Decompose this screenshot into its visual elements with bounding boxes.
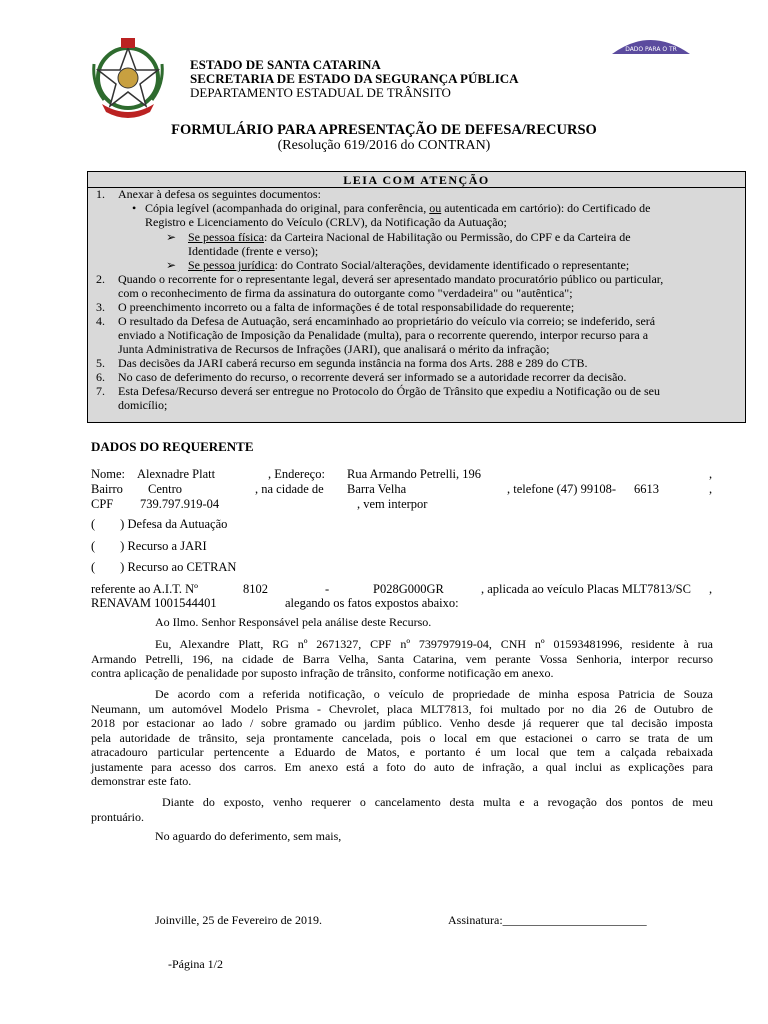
cidade-field[interactable]: Barra Velha — [347, 482, 407, 496]
line-comma: , — [709, 582, 713, 596]
ait-dash: - — [325, 582, 330, 596]
header-department: DEPARTAMENTO ESTADUAL DE TRÂNSITO — [190, 85, 451, 100]
cpf-field[interactable]: 739.797.919-04 — [140, 497, 220, 511]
notice-sub-fisica: ➢ Se pessoa física: da Carteira Nacional de Habilitação ou Permissão, do CPF e da Carteira de — [166, 230, 631, 244]
cidade-label: , na cidade de — [255, 482, 324, 496]
telefone-field-end[interactable]: 6613 — [634, 482, 659, 496]
bullet-icon: • — [132, 201, 137, 215]
nome-field[interactable]: Alexnadre Platt — [137, 467, 216, 481]
endereco-label: , Endereço: — [268, 467, 325, 481]
paragraph-2-line-1: De acordo com a referida notificação, o veículo de propriedade de minha esposa Patricia de Souza — [155, 687, 713, 701]
telefone-label[interactable]: , telefone (47) 99108- — [507, 482, 616, 496]
paragraph-3-line-2: prontuário. — [91, 809, 144, 824]
paragraph-3-line-1: Diante do exposto, venho requerer o cancelamento desta multa e a revogação dos pontos de meu — [162, 795, 713, 809]
option-recurso-jari[interactable]: ( ) Recurso a JARI — [91, 539, 207, 553]
state-coat-of-arms-logo — [88, 34, 168, 120]
bairro-field[interactable]: Centro — [148, 482, 183, 496]
option-defesa-autuacao[interactable]: ( ) Defesa da Autuação — [91, 517, 228, 531]
section-title-requerente: DADOS DO REQUERENTE — [91, 439, 254, 454]
paragraph-2-line-2: Neumann, um automóvel Modelo Prisma - Chevrolet, placa MLT7813, foi multado por no dia 26 de Outubro de — [91, 701, 713, 716]
ait-label: referente ao A.I.T. Nº — [91, 582, 199, 596]
placa-text: , aplicada ao veículo Placas MLT7813/SC — [481, 582, 691, 596]
paragraph-2-line-4: pela autoridade de trânsito, seja prontamente cancelada, pois o local em que estacionei o carro se trata de um — [91, 730, 713, 745]
cpf-label: CPF — [91, 497, 114, 511]
paragraph-1-line-2: Armando Petrelli, 196, na cidade de Barra Velha, Santa Catarina, vem perante Vossa Senhoria, interpor recurso — [91, 651, 713, 666]
notice-item-7: 7. Esta Defesa/Recurso deverá ser entregue no Protocolo do Órgão de Trânsito que expediu a Notificação ou de seu domicílio; — [96, 384, 660, 412]
paragraph-1-line-3: contra aplicação de penalidade por suposto infração de trânsito, conforme notificação em anexo. — [91, 666, 554, 680]
closing-text: No aguardo do deferimento, sem mais, — [155, 829, 342, 843]
option-recurso-cetran[interactable]: ( ) Recurso ao CETRAN — [91, 560, 237, 574]
notice-item-1-bullet-line2: Registro e Licenciamento do Veículo (CRLV), da Notificação da Autuação; — [145, 215, 507, 229]
notice-item-5: 5. Das decisões da JARI caberá recurso em segunda instância na forma dos Arts. 288 e 289 do CTB. — [96, 356, 588, 370]
notice-item-2: 2. Quando o recorrente for o representante legal, deverá ser apresentado mandato procuratório público ou particular, com o reconhecimento de firma da assinatura do outorgante como "verdadeira" ou "autêntica"; — [96, 272, 664, 300]
notice-item-1-bullet: • Cópia legível (acompanhada do original, para conferência, ou autenticada em cartório): do Certificado de — [132, 201, 651, 215]
notice-sub-juridica: ➢ Se pessoa jurídica: do Contrato Social/alterações, devidamente identificado o representante; — [166, 258, 630, 272]
endereco-field[interactable]: Rua Armando Petrelli, 196 — [347, 467, 482, 481]
svg-text:DADO PARA O TR: DADO PARA O TR — [625, 46, 677, 53]
bairro-label: Bairro — [91, 482, 123, 496]
paragraph-1-line-1: Eu, Alexandre Platt, RG nº 2671327, CPF nº 739797919-04, CNH nº 01593481996, residente à rua — [155, 637, 713, 651]
paragraph-2-line-7: demonstrar este fato. — [91, 774, 192, 788]
paragraph-2-line-3: 2018 por estacionar ao lado / sobre gramado ou jardim público. Venho desde já requerer que tal decisão imposta — [91, 716, 713, 730]
nome-label: Nome: — [91, 467, 126, 481]
ait-code-field[interactable]: P028G000GR — [373, 582, 444, 596]
vem-interpor-text: , vem interpor — [357, 497, 428, 511]
signature-line[interactable]: Assinatura:________________________ — [448, 913, 647, 927]
ait-number-field[interactable]: 8102 — [243, 582, 268, 596]
alegando-text: alegando os fatos expostos abaixo: — [285, 596, 459, 610]
salutation: Ao Ilmo. Senhor Responsável pela análise deste Recurso. — [155, 615, 432, 629]
arrow-icon: ➢ — [166, 230, 177, 244]
notice-box — [87, 171, 746, 423]
form-subtitle: (Resolução 619/2016 do CONTRAN) — [277, 138, 491, 153]
notice-item-4: 4. O resultado da Defesa de Autuação, será encaminhado ao proprietário do veículo via correio; se indeferido, será enviado a Notificação de Imposição da Penalidade (multa), para o recorrente querendo, interpor recurso para a Junta Administrativa de Recursos de Infrações (JARI), que analisará o mérito da infração; — [96, 314, 656, 356]
line-comma: , — [709, 482, 713, 496]
notice-item-6: 6. No caso de deferimento do recurso, o recorrente deverá ser informado se a autoridade recorrer da decisão. — [96, 370, 627, 384]
paragraph-2-line-5: atracadouro particular pertencente a Eduardo de Matos, e portanto é um local que tem a calçada rebaixada — [91, 745, 713, 759]
paragraph-2-line-6: justamente para acesso dos carros. Em anexo está a foto do auto de infração, a qual inclui as explicações para — [91, 759, 713, 774]
notice-item-3: 3. O preenchimento incorreto ou a falta de informações é de total responsabilidade do requerente; — [96, 300, 575, 314]
notice-sub-fisica-line2: Identidade (frente e verso); — [188, 244, 319, 258]
form-title: FORMULÁRIO PARA APRESENTAÇÃO DE DEFESA/RECURSO — [171, 122, 597, 138]
header-secretaria: SECRETARIA DE ESTADO DA SEGURANÇA PÚBLICA — [190, 71, 519, 86]
header-state: ESTADO DE SANTA CATARINA — [190, 57, 381, 72]
page-number: -Página 1/2 — [168, 957, 223, 971]
notice-item-1: 1. Anexar à defesa os seguintes documentos: — [96, 187, 321, 201]
renavam-field[interactable]: RENAVAM 1001544401 — [91, 596, 217, 610]
line-comma: , — [709, 467, 713, 481]
detran-emblem-logo — [610, 32, 692, 56]
notice-title: LEIA COM ATENÇÃO — [343, 173, 490, 187]
place-date: Joinville, 25 de Fevereiro de 2019. — [155, 913, 322, 927]
arrow-icon: ➢ — [166, 258, 177, 272]
